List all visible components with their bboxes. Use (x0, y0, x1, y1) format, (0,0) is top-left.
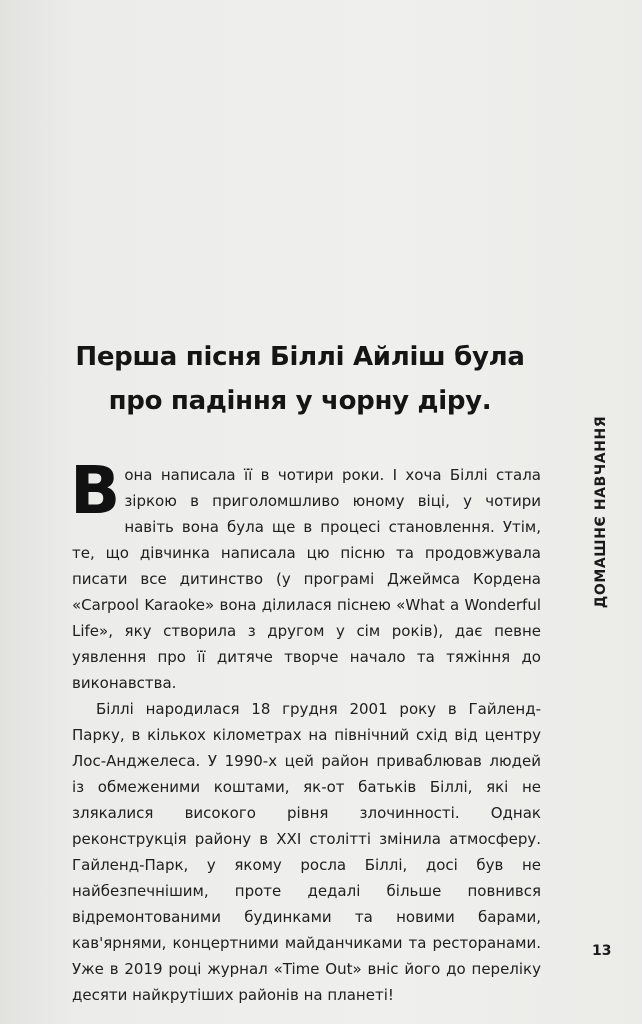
body-text (70, 452, 541, 1008)
heading-line-1: Перша пісня Біллі Айліш була (75, 342, 525, 372)
section-label: ДОМАШНЄ НАВЧАННЯ (593, 415, 609, 609)
paragraph-1 (70, 452, 541, 696)
section-label-container (586, 415, 616, 609)
drop-cap: В (70, 452, 121, 529)
heading-line-2: про падіння у чорну діру. (108, 386, 492, 416)
paragraph-1-text: она написала її в чотири роки. І хоча Біллі стала зіркою в приголомшливо юному віці, у чотири навіть вона була ще в процесі становлення. Утім, те, що дівчинка написала цю пісню та продовжувала писати все дитинство (у програмі Джеймса Кордена «Carpool Karaoke» вона ділилася піснею «What a Wonderful Life», яку створила з другом у сім років), дає певне уявлення про її дитяче творче начало та тяжіння до виконавства. (72, 466, 541, 692)
page-number: 13 (592, 943, 612, 959)
paragraph-2: Біллі народилася 18 грудня 2001 року в Гайленд-Парку, в кількох кілометрах на північний схід від центру Лос-Анджелеса. У 1990-х цей район приваблював людей із обмеженими коштами, як-от батьків Біллі, які не злякалися високого рівня злочинності. Однак реконструкція району в XXI столітті змінила атмосферу. Гайленд-Парк, у якому росла Біллі, досі був не найбезпечнішим, проте дедалі більше повнився відремонтованими будинками та новими барами, кав'ярнями, концертними майданчиками та ресторанами. Уже в 2019 році журнал «Time Out» вніс його до переліку десяти найкрутіших районів на планеті! (72, 700, 541, 1004)
chapter-heading (50, 335, 550, 423)
